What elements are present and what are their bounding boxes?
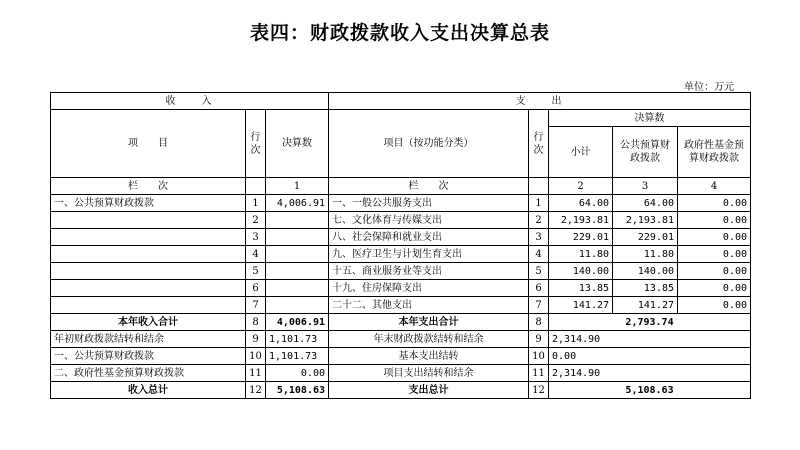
expense-row-no: 8 [529,314,549,331]
table-row [51,297,751,314]
carry-row [51,365,751,382]
income-row-no: 1 [246,195,266,212]
income-amount [266,212,329,229]
subtotal-amount: 64.00 [549,195,613,212]
fund-amount: 0.00 [678,195,751,212]
income-row-no: 9 [246,331,266,348]
year-expense-total-label: 本年支出合计 [329,314,529,331]
expense-item: 基本支出结转 [329,348,529,365]
expense-row-no: 7 [529,297,549,314]
subtotal-amount: 13.85 [549,280,613,297]
expense-item: 十五、商业服务业等支出 [329,263,529,280]
subtotal-amount: 229.01 [549,229,613,246]
income-item [51,229,246,246]
expense-amount: 0.00 [549,348,751,365]
expense-row-no: 5 [529,263,549,280]
col-index-3: 3 [613,178,678,195]
expense-row-no: 9 [529,331,549,348]
col-index-4: 4 [678,178,751,195]
income-item [51,246,246,263]
expense-item: 十九、住房保障支出 [329,280,529,297]
expense-row-no: 11 [529,365,549,382]
expense-item: 八、社会保障和就业支出 [329,229,529,246]
income-amount [266,297,329,314]
income-item [51,212,246,229]
table-row [51,212,751,229]
income-amount [266,263,329,280]
fund-budget-header: 政府性基金预算财政拨款 [678,127,751,178]
expense-grand-total-label: 支出总计 [329,382,529,399]
expense-row-no: 10 [529,348,549,365]
fund-amount: 0.00 [678,212,751,229]
table-row [51,246,751,263]
income-item: 一、公共预算财政拨款 [51,348,246,365]
col-index-1: 1 [266,178,329,195]
year-expense-total: 2,793.74 [549,314,751,331]
amount-group-header: 决算数 [549,110,751,127]
income-amount: 1,101.73 [266,348,329,365]
income-item [51,280,246,297]
subtotal-amount: 11.80 [549,246,613,263]
expense-item: 一、一般公共服务支出 [329,195,529,212]
general-budget-header: 公共预算财政拨款 [613,127,678,178]
empty-cell [529,178,549,195]
income-item [51,297,246,314]
expense-row-no: 2 [529,212,549,229]
expense-row-no: 12 [529,382,549,399]
income-row-no: 3 [246,229,266,246]
expense-amount: 2,314.90 [549,331,751,348]
table-row [51,263,751,280]
fund-amount: 0.00 [678,297,751,314]
col-label-right: 栏 次 [329,178,529,195]
general-amount: 64.00 [613,195,678,212]
income-row-no: 8 [246,314,266,331]
expense-item: 九、医疗卫生与计划生育支出 [329,246,529,263]
fund-amount: 0.00 [678,246,751,263]
general-amount: 2,193.81 [613,212,678,229]
year-income-total: 4,006.91 [266,314,329,331]
income-row-no: 4 [246,246,266,263]
income-amount-header: 决算数 [266,110,329,178]
column-index-row [51,178,751,195]
income-item: 年初财政拨款结转和结余 [51,331,246,348]
income-grand-total: 5,108.63 [266,382,329,399]
header-row-2 [51,110,751,127]
expense-item: 七、文化体育与传媒支出 [329,212,529,229]
fund-amount: 0.00 [678,263,751,280]
general-amount: 229.01 [613,229,678,246]
general-amount: 11.80 [613,246,678,263]
general-amount: 140.00 [613,263,678,280]
income-row-no: 7 [246,297,266,314]
header-row-1 [51,93,751,110]
fund-amount: 0.00 [678,280,751,297]
income-row-no: 2 [246,212,266,229]
income-amount [266,246,329,263]
income-amount [266,229,329,246]
fund-amount: 0.00 [678,229,751,246]
income-amount: 4,006.91 [266,195,329,212]
table-row [51,229,751,246]
expense-row-no: 3 [529,229,549,246]
expense-row-no: 1 [529,195,549,212]
expense-item-header: 项目（按功能分类） [329,110,529,178]
expense-row-no: 4 [529,246,549,263]
income-item [51,263,246,280]
year-income-total-label: 本年收入合计 [51,314,246,331]
income-row-no: 6 [246,280,266,297]
subtotal-header: 小计 [549,127,613,178]
carry-row [51,331,751,348]
carry-row [51,348,751,365]
income-row-no-header: 行次 [246,110,266,178]
col-label-left: 栏 次 [51,178,246,195]
income-grand-total-label: 收入总计 [51,382,246,399]
expense-item: 二十二、其他支出 [329,297,529,314]
expense-header: 支 出 [329,93,751,110]
income-row-no: 12 [246,382,266,399]
page-title: 表四：财政拨款收入支出决算总表 [249,22,550,44]
income-item: 一、公共预算财政拨款 [51,195,246,212]
income-item: 二、政府性基金预算财政拨款 [51,365,246,382]
table-row [51,280,751,297]
income-row-no: 5 [246,263,266,280]
table-row [51,195,751,212]
grand-total-row [51,382,751,399]
expense-row-no-header: 行次 [529,110,549,178]
general-amount: 141.27 [613,297,678,314]
income-item-header: 项 目 [51,110,246,178]
expense-item: 项目支出结转和结余 [329,365,529,382]
year-total-row [51,314,751,331]
income-amount: 1,101.73 [266,331,329,348]
unit-label: 单位：万元 [684,82,734,93]
income-amount [266,280,329,297]
expense-amount: 2,314.90 [549,365,751,382]
subtotal-amount: 140.00 [549,263,613,280]
empty-cell [246,178,266,195]
income-amount: 0.00 [266,365,329,382]
subtotal-amount: 2,193.81 [549,212,613,229]
income-row-no: 10 [246,348,266,365]
income-row-no: 11 [246,365,266,382]
col-index-2: 2 [549,178,613,195]
budget-summary-table [50,92,751,399]
income-header: 收 入 [51,93,329,110]
expense-grand-total: 5,108.63 [549,382,751,399]
expense-item: 年末财政拨款结转和结余 [329,331,529,348]
subtotal-amount: 141.27 [549,297,613,314]
general-amount: 13.85 [613,280,678,297]
expense-row-no: 6 [529,280,549,297]
